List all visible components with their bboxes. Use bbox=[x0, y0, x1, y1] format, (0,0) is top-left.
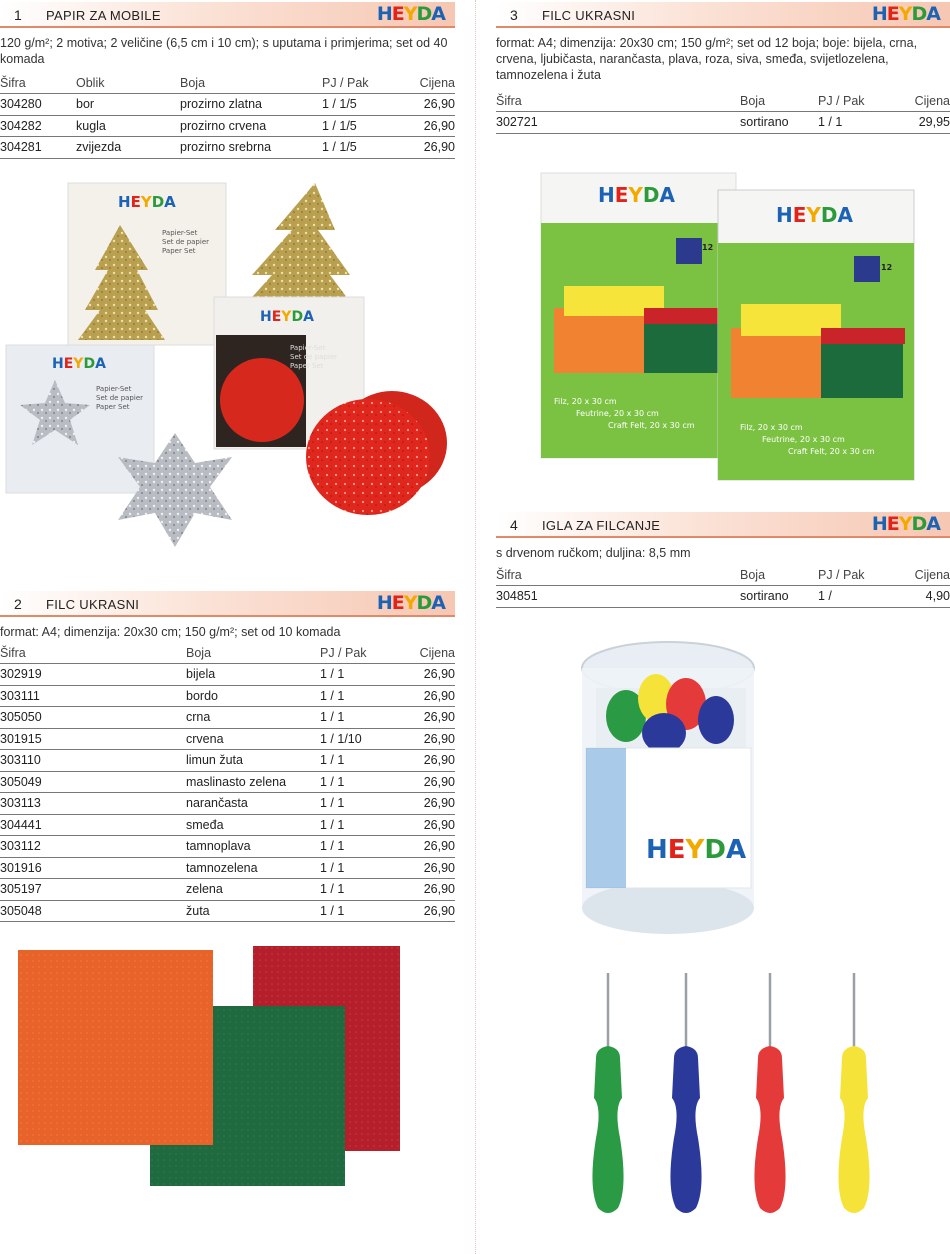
table-cell: 302919 bbox=[0, 664, 186, 686]
table-row bbox=[0, 664, 455, 686]
felting-needle-green bbox=[592, 973, 623, 1213]
svg-text:HEYDA: HEYDA bbox=[118, 193, 176, 211]
heyda-logo bbox=[377, 4, 445, 24]
table-cell: 1 / 1 bbox=[320, 707, 390, 729]
section-2-table bbox=[0, 642, 455, 922]
table-row bbox=[0, 750, 455, 772]
pack-line: Filz, 20 x 30 cm bbox=[554, 397, 617, 406]
table-cell: 26,90 bbox=[390, 879, 455, 901]
table-row bbox=[0, 115, 455, 137]
felt-sheets-photo bbox=[0, 940, 460, 1190]
table-row bbox=[0, 94, 455, 116]
section-number: 4 bbox=[510, 517, 518, 533]
column-header: Cijena bbox=[888, 564, 950, 586]
section-title: IGLA ZA FILCANJE bbox=[542, 518, 661, 533]
column-header: Cijena bbox=[888, 90, 950, 112]
table-cell: 26,90 bbox=[390, 771, 455, 793]
mobile-paper-product-photo bbox=[0, 175, 460, 560]
table-cell: 26,90 bbox=[390, 707, 455, 729]
table-cell: 303110 bbox=[0, 750, 186, 772]
pack-line: Feutrine, 20 x 30 cm bbox=[576, 409, 659, 418]
logo-letter: H bbox=[376, 592, 392, 614]
table-cell: bijela bbox=[186, 664, 320, 686]
table-cell: limun žuta bbox=[186, 750, 320, 772]
column-header: PJ / Pak bbox=[818, 90, 888, 112]
table-cell: crvena bbox=[186, 728, 320, 750]
table-cell: 26,90 bbox=[390, 900, 455, 922]
table-cell: sortirano bbox=[740, 112, 818, 134]
table-cell: 1 / 1 bbox=[320, 771, 390, 793]
pack-label: Set de papier bbox=[96, 394, 144, 402]
table-cell: crna bbox=[186, 707, 320, 729]
section-title: FILC UKRASNI bbox=[542, 8, 636, 23]
table-cell: 1 / 1/10 bbox=[320, 728, 390, 750]
section-2-header bbox=[0, 591, 455, 617]
table-row bbox=[0, 879, 455, 901]
table-row bbox=[496, 112, 950, 134]
table-cell: 26,90 bbox=[392, 94, 455, 116]
table-cell: 26,90 bbox=[390, 793, 455, 815]
table-cell: prozirno crvena bbox=[180, 115, 322, 137]
svg-text:HEYDA: HEYDA bbox=[646, 835, 747, 865]
column-header: Oblik bbox=[76, 72, 180, 94]
table-cell: 304851 bbox=[496, 586, 740, 608]
table-cell: 1 / 1 bbox=[320, 900, 390, 922]
table-cell: 305050 bbox=[0, 707, 186, 729]
table-row bbox=[0, 793, 455, 815]
table-row bbox=[0, 836, 455, 858]
table-cell: 304282 bbox=[0, 115, 76, 137]
pack-label: Set de papier bbox=[290, 353, 338, 361]
pack-label: Paper Set bbox=[290, 362, 324, 370]
table-cell: 303111 bbox=[0, 685, 186, 707]
table-cell: 301916 bbox=[0, 857, 186, 879]
logo-letter: D bbox=[416, 3, 432, 25]
section-4-header bbox=[496, 512, 950, 538]
heyda-logo bbox=[872, 514, 940, 534]
svg-text:HEYDA: HEYDA bbox=[776, 203, 853, 227]
pack-label: Set de papier bbox=[162, 238, 210, 246]
table-cell: bordo bbox=[186, 685, 320, 707]
table-cell: 304281 bbox=[0, 137, 76, 159]
pack-label: Papier-Set bbox=[96, 385, 132, 393]
table-row bbox=[0, 137, 455, 159]
table-cell: 301915 bbox=[0, 728, 186, 750]
table-cell: 305197 bbox=[0, 879, 186, 901]
column-header: Šifra bbox=[0, 642, 186, 664]
table-cell: 1 / 1 bbox=[320, 664, 390, 686]
table-cell: 1 / 1 bbox=[320, 836, 390, 858]
felting-needle-red bbox=[754, 973, 785, 1213]
table-row bbox=[0, 707, 455, 729]
table-header-row bbox=[496, 90, 950, 112]
column-header: Cijena bbox=[392, 72, 455, 94]
heyda-logo-pack bbox=[118, 193, 176, 211]
column-header: Cijena bbox=[390, 642, 455, 664]
section-1-description: 120 g/m²; 2 motiva; 2 veličine (6,5 cm i 10 cm); s uputama i primjerima; set od 40 komada bbox=[0, 36, 448, 66]
section-4-table bbox=[496, 564, 950, 608]
table-cell: maslinasto zelena bbox=[186, 771, 320, 793]
table-cell: 26,90 bbox=[390, 836, 455, 858]
logo-letter: Y bbox=[403, 3, 417, 25]
column-header: Šifra bbox=[496, 90, 740, 112]
pack-label: Paper Set bbox=[162, 247, 196, 255]
column-header: Boja bbox=[180, 72, 322, 94]
table-cell: bor bbox=[76, 94, 180, 116]
logo-letter: A bbox=[926, 513, 940, 535]
pack-label: Paper Set bbox=[96, 403, 130, 411]
section-3-table bbox=[496, 90, 950, 134]
svg-text:HEYDA: HEYDA bbox=[598, 183, 675, 207]
felt-pack-photo bbox=[536, 168, 926, 483]
table-header-row bbox=[0, 642, 455, 664]
table-cell: 304441 bbox=[0, 814, 186, 836]
table-cell: 1 / bbox=[818, 586, 888, 608]
table-cell: sortirano bbox=[740, 586, 818, 608]
table-header-row bbox=[0, 72, 455, 94]
table-cell: 1 / 1 bbox=[320, 750, 390, 772]
table-cell: 303112 bbox=[0, 836, 186, 858]
table-cell: tamnozelena bbox=[186, 857, 320, 879]
felting-needle-blue bbox=[670, 973, 701, 1213]
felting-needles-photo bbox=[556, 628, 896, 1248]
section-title: PAPIR ZA MOBILE bbox=[46, 8, 161, 23]
table-cell: 26,90 bbox=[392, 137, 455, 159]
table-cell: 302721 bbox=[496, 112, 740, 134]
table-cell: 29,95 bbox=[888, 112, 950, 134]
logo-letter: E bbox=[886, 513, 899, 535]
table-cell: 26,90 bbox=[390, 728, 455, 750]
column-header: Boja bbox=[740, 564, 818, 586]
logo-letter: Y bbox=[898, 3, 912, 25]
pack-line: Craft Felt, 20 x 30 cm bbox=[608, 421, 695, 430]
table-row bbox=[0, 685, 455, 707]
pack-label: Papier-Set bbox=[162, 229, 198, 237]
table-cell: prozirno zlatna bbox=[180, 94, 322, 116]
table-cell: smeđa bbox=[186, 814, 320, 836]
column-header: Boja bbox=[186, 642, 320, 664]
section-3-header bbox=[496, 2, 950, 28]
table-cell: 26,90 bbox=[390, 664, 455, 686]
section-number: 2 bbox=[14, 596, 22, 612]
logo-letter: E bbox=[391, 3, 404, 25]
column-header: Šifra bbox=[496, 564, 740, 586]
column-divider bbox=[475, 0, 476, 1254]
table-row bbox=[0, 857, 455, 879]
pack-line: Feutrine, 20 x 30 cm bbox=[762, 435, 845, 444]
table-row bbox=[0, 728, 455, 750]
table-cell: 1 / 1 bbox=[320, 857, 390, 879]
table-cell: prozirno srebrna bbox=[180, 137, 322, 159]
pack-count: 12 bbox=[881, 263, 893, 272]
pack-label: Papier-Set bbox=[290, 344, 326, 352]
section-4-description: s drvenom ručkom; duljina: 8,5 mm bbox=[496, 546, 691, 560]
table-cell: 1 / 1 bbox=[320, 685, 390, 707]
table-cell: 1 / 1/5 bbox=[322, 115, 392, 137]
section-2-description: format: A4; dimenzija: 20x30 cm; 150 g/m²; set od 10 komada bbox=[0, 625, 341, 639]
logo-letter: D bbox=[911, 3, 927, 25]
table-cell: 303113 bbox=[0, 793, 186, 815]
heyda-logo-pack bbox=[52, 356, 106, 372]
logo-letter: H bbox=[376, 3, 392, 25]
table-cell: 1 / 1/5 bbox=[322, 137, 392, 159]
column-header: Boja bbox=[740, 90, 818, 112]
logo-letter: H bbox=[871, 3, 887, 25]
logo-letter: Y bbox=[403, 592, 417, 614]
table-cell: 305049 bbox=[0, 771, 186, 793]
section-number: 1 bbox=[14, 7, 22, 23]
section-number: 3 bbox=[510, 7, 518, 23]
logo-letter: E bbox=[886, 3, 899, 25]
table-row bbox=[496, 586, 950, 608]
heyda-logo-jar bbox=[646, 835, 746, 865]
table-row bbox=[0, 900, 455, 922]
column-header: Šifra bbox=[0, 72, 76, 94]
logo-letter: A bbox=[431, 592, 445, 614]
table-cell: 1 / 1 bbox=[320, 793, 390, 815]
table-cell: 26,90 bbox=[390, 857, 455, 879]
table-cell: 1 / 1 bbox=[818, 112, 888, 134]
heyda-logo-pack bbox=[260, 309, 314, 325]
table-cell: 1 / 1 bbox=[320, 814, 390, 836]
table-header-row bbox=[496, 564, 950, 586]
section-1-table bbox=[0, 72, 455, 159]
table-cell: 26,90 bbox=[392, 115, 455, 137]
heyda-logo-pack bbox=[776, 203, 854, 227]
svg-text:HEYDA: HEYDA bbox=[260, 309, 314, 325]
logo-letter: A bbox=[926, 3, 940, 25]
table-cell: 4,90 bbox=[888, 586, 950, 608]
section-1-header bbox=[0, 2, 455, 28]
table-row bbox=[0, 771, 455, 793]
table-cell: 26,90 bbox=[390, 814, 455, 836]
pack-line: Filz, 20 x 30 cm bbox=[740, 423, 803, 432]
logo-letter: E bbox=[391, 592, 404, 614]
logo-letter: Y bbox=[898, 513, 912, 535]
table-cell: 26,90 bbox=[390, 750, 455, 772]
svg-text:HEYDA: HEYDA bbox=[52, 356, 106, 372]
table-cell: 1 / 1 bbox=[320, 879, 390, 901]
pack-line: Craft Felt, 20 x 30 cm bbox=[788, 447, 875, 456]
table-cell: zelena bbox=[186, 879, 320, 901]
table-cell: tamnoplava bbox=[186, 836, 320, 858]
column-header: PJ / Pak bbox=[818, 564, 888, 586]
table-cell: zvijezda bbox=[76, 137, 180, 159]
column-header: PJ / Pak bbox=[322, 72, 392, 94]
heyda-logo-pack bbox=[598, 183, 676, 207]
logo-letter: A bbox=[431, 3, 445, 25]
table-cell: žuta bbox=[186, 900, 320, 922]
section-title: FILC UKRASNI bbox=[46, 597, 140, 612]
table-cell: 1 / 1/5 bbox=[322, 94, 392, 116]
table-cell: 305048 bbox=[0, 900, 186, 922]
logo-letter: D bbox=[416, 592, 432, 614]
heyda-logo bbox=[872, 4, 940, 24]
table-cell: narančasta bbox=[186, 793, 320, 815]
felting-needle-yellow bbox=[838, 973, 869, 1213]
column-header: PJ / Pak bbox=[320, 642, 390, 664]
section-3-description: format: A4; dimenzija: 20x30 cm; 150 g/m²; set od 12 boja; boje: bijela, crna, crvena, ljubičasta, narančasta, plava, roza, siva, smeđa, svijetlozelena, tamnozelena i žuta bbox=[496, 36, 918, 82]
heyda-logo bbox=[377, 593, 445, 613]
logo-letter: D bbox=[911, 513, 927, 535]
table-cell: kugla bbox=[76, 115, 180, 137]
pack-count: 12 bbox=[702, 243, 714, 252]
table-row bbox=[0, 814, 455, 836]
table-cell: 304280 bbox=[0, 94, 76, 116]
logo-letter: H bbox=[871, 513, 887, 535]
table-cell: 26,90 bbox=[390, 685, 455, 707]
